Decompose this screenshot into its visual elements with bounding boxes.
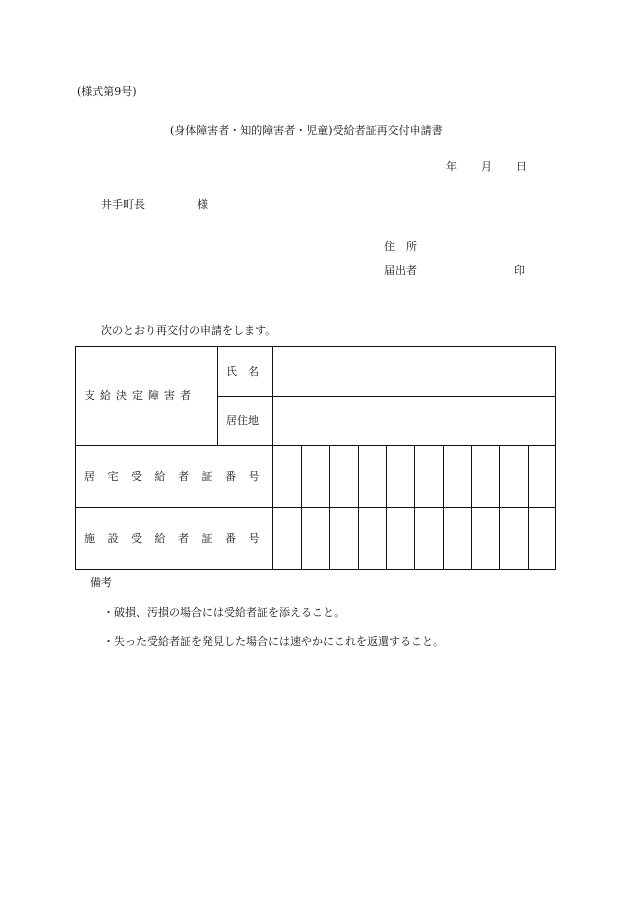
intro-text: 次のとおり再交付の申請をします。 [101, 324, 277, 337]
column-divider [272, 347, 273, 569]
digit-box-divider [329, 445, 330, 569]
notes-heading: 備考 [90, 576, 112, 589]
facility-cert-label: 施設受給者証番号 [84, 532, 272, 545]
date-month-label: 月 [481, 160, 492, 173]
column-divider [217, 347, 218, 445]
form-title: (身体障害者・知的障害者・児童)受給者証再交付申請書 [170, 124, 443, 137]
date-day-label: 日 [516, 160, 527, 173]
applicant-name-label: 届出者 [384, 264, 417, 277]
recipient-group-label: 支給決定障害者 [84, 389, 196, 402]
row-divider [76, 445, 555, 446]
digit-box-divider [386, 445, 387, 569]
address-label: 居住地 [226, 414, 259, 427]
digit-box-divider [443, 445, 444, 569]
seal-mark: 印 [514, 264, 525, 277]
digit-box-divider [528, 445, 529, 569]
name-field[interactable] [274, 349, 554, 395]
note-item: ・失った受給者証を発見した場合には速やかにこれを返還すること。 [103, 635, 444, 648]
date-year-label: 年 [446, 160, 457, 173]
applicant-address-label: 住 所 [384, 240, 417, 253]
digit-box-divider [301, 445, 302, 569]
row-divider [217, 396, 556, 397]
digit-box-divider [358, 445, 359, 569]
name-label: 氏 名 [226, 365, 259, 378]
home-cert-label: 居宅受給者証番号 [84, 470, 272, 483]
address-field[interactable] [274, 398, 554, 444]
addressee-honorific: 様 [197, 198, 208, 211]
digit-box-divider [471, 445, 472, 569]
row-divider [76, 507, 555, 508]
addressee-name: 井手町長 [101, 198, 145, 211]
form-number: (様式第9号) [77, 85, 137, 98]
application-table [75, 346, 556, 570]
note-item: ・破損、汚損の場合には受給者証を添えること。 [103, 606, 345, 619]
digit-box-divider [414, 445, 415, 569]
digit-box-divider [499, 445, 500, 569]
